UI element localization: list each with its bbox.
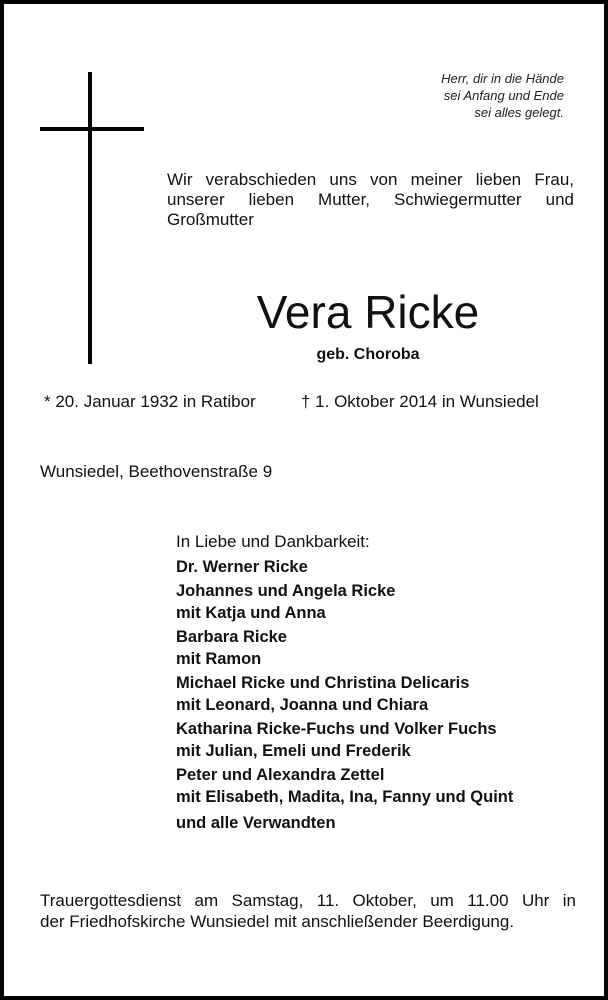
- mourner-group: [176, 626, 576, 670]
- farewell-line: Großmutter: [167, 210, 254, 229]
- verse-line: Herr, dir in die Hände: [441, 71, 564, 86]
- mourners-list: [176, 532, 576, 836]
- mourner-line: mit Leonard, Joanna und Chiara: [176, 696, 429, 714]
- mourners-intro: In Liebe und Dankbarkeit:: [176, 532, 370, 551]
- verse-line: sei alles gelegt.: [474, 105, 564, 120]
- mourner-line: mit Julian, Emeli und Frederik: [176, 742, 411, 760]
- mourner-group: [176, 718, 576, 762]
- mourner-line: mit Katja und Anna: [176, 604, 326, 622]
- cross-icon: [88, 72, 92, 364]
- mourner-group: [176, 672, 576, 716]
- service-info: [40, 890, 576, 932]
- mourner-group: [176, 580, 576, 624]
- mourner-line: mit Ramon: [176, 650, 262, 668]
- address: Wunsiedel, Beethovenstraße 9: [40, 462, 273, 481]
- mourner-line: Johannes und Angela Ricke: [176, 582, 396, 600]
- mourner-line: Dr. Werner Ricke: [176, 558, 308, 576]
- cross-icon-bar: [40, 127, 144, 131]
- mourner-line: mit Elisabeth, Madita, Ina, Fanny und Quint: [176, 788, 514, 806]
- death-date: † 1. Oktober 2014 in Wunsiedel: [301, 392, 539, 411]
- birth-name: geb. Choroba: [316, 346, 420, 363]
- mourner-line: Peter und Alexandra Zettel: [176, 766, 385, 784]
- mourner-line: Katharina Ricke-Fuchs und Volker Fuchs: [176, 720, 497, 738]
- farewell-line: unserer lieben Mutter, Schwiegermutter und: [167, 190, 574, 209]
- farewell-text: [167, 170, 574, 230]
- service-line: Trauergottesdienst am Samstag, 11. Oktober, um 11.00 Uhr in: [40, 891, 576, 910]
- birth-date: * 20. Januar 1932 in Ratibor: [44, 392, 256, 411]
- farewell-line: Wir verabschieden uns von meiner lieben Frau,: [167, 170, 574, 189]
- service-line: der Friedhofskirche Wunsiedel mit anschließender Beerdigung.: [40, 912, 515, 931]
- mourner-group: [176, 764, 576, 808]
- verse-line: sei Anfang und Ende: [443, 88, 564, 103]
- verse: [441, 70, 564, 121]
- mourner-line: und alle Verwandten: [176, 814, 336, 832]
- mourner-group: [176, 812, 576, 834]
- mourner-group: [176, 556, 576, 578]
- mourner-line: Barbara Ricke: [176, 628, 287, 646]
- life-dates: [44, 392, 539, 412]
- mourner-line: Michael Ricke und Christina Delicaris: [176, 674, 470, 692]
- deceased-name: Vera Ricke: [256, 286, 480, 338]
